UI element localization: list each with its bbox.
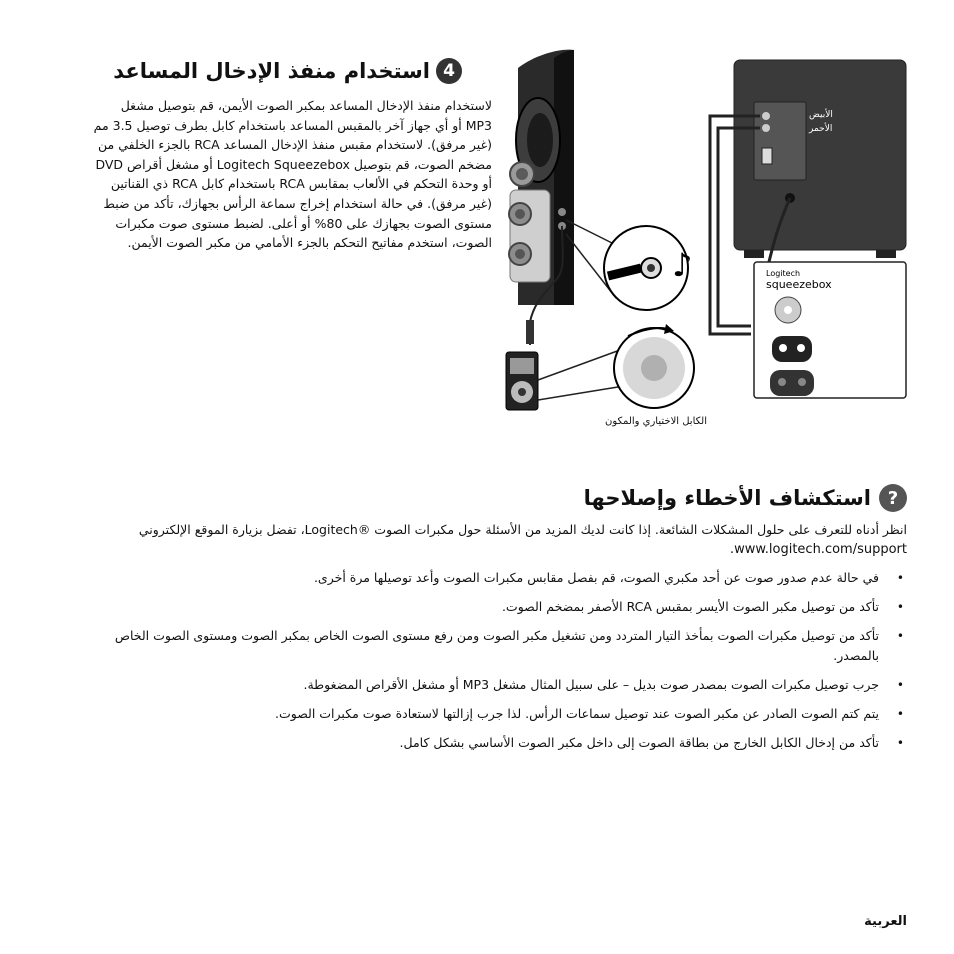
subwoofer-illustration [734,60,906,258]
step-number-badge: 4 [436,58,462,84]
right-speaker-illustration [509,50,574,305]
intro-text: انظر أدناه للتعرف على حلول المشكلات الشائعة. إذا كانت لديك المزيد من الأسئلة حول مكبرات الصوت ®Logitech، تفضل بزيارة الموقع الإلكتروني [138,522,907,537]
game-controller-icon [770,370,814,396]
rca-red-label: الأحمر [809,124,833,134]
support-link[interactable]: www.logitech.com/support. [729,542,907,557]
devices-panel [754,262,906,398]
section-4-body: لاستخدام منفذ الإدخال المساعد بمكبر الصوت الأيمن، قم بتوصيل مشغل MP3 أو أي جهاز آخر بالمقبس المساعد باستخدام كابل بطرف توصيل 3.5 مم (غير مرفق). لاستخدام مقبس منفذ الإدخال المساعد RCA بالجزء الخلفي من مضخم الصوت، قم بتوصيل Logitech Squeezebox أو مشغل أقراص DVD أو وحدة التحكم في الألعاب بمقابس RCA باستخدام كابل RCA ذي القناتين (غير مرفق). في حالة استخدام إخراج سماعة الرأس بجهازك، تأكد من ضبط مستوى الصوت بجهازك على 80% أو أعلى. لضبط مستوى صوت مكبرات الصوت، استخدم مفاتيح التحكم بالجزء الأمامي من مكبر الصوت الأيمن. [93,98,492,251]
list-item: • تأكد من إدخال الكابل الخارج من بطاقة الصوت إلى داخل مكبر الصوت الأساسي بشكل كامل. [399,735,904,750]
mp3-player-illustration [506,352,538,410]
list-item: • تأكد من توصيل مكبرات الصوت بمأخذ التيار المتردد ومن تشغيل مكبر الصوت ومن رفع مستوى الصوت الخاص بمكبر الصوت ومستوى الصوت الخاص بالمصدر. [114,628,904,663]
rca-white-label: الأبيض [809,110,833,120]
game-controller-icon [772,336,812,362]
page-language-label: العربية [864,914,907,929]
section-4-title: استخدام منفذ الإدخال المساعد [113,59,430,83]
list-item: • في حالة عدم صدور صوت عن أحد مكبري الصوت، قم بفصل مقابس مكبرات الصوت وأعد توصيلها مرة أخرى. [313,570,904,585]
troubleshooting-title: استكشاف الأخطاء وإصلاحها [583,486,871,510]
music-note-icon: ♪ [672,246,693,284]
troubleshooting-intro [47,520,907,560]
squeezebox-logo-text: squeezebox [766,278,832,291]
section-4-heading [62,56,462,86]
list-item: • يتم كتم الصوت الصادر عن مكبر الصوت عند توصيل سماعات الرأس. لذا جرب إزالتها لاستعادة صوت مكبرات الصوت. [275,706,904,721]
list-item: • تأكد من توصيل مكبر الصوت الأيسر بمقبس RCA الأصفر بمضخم الصوت. [501,599,904,614]
logitech-logo-text: Logitech [766,269,801,278]
jack-zoom-callout [566,220,692,310]
question-icon: ? [879,484,907,512]
troubleshooting-list [107,568,907,762]
troubleshooting-heading [307,482,907,514]
diagram-caption: الكابل الاختياري والمكون [605,416,707,427]
clickwheel-zoom-callout [538,324,694,408]
list-item: • جرب توصيل مكبرات الصوت بمصدر صوت بديل – على سبيل المثال مشغل MP3 أو مشغل الأقراص المضغوطة. [303,677,904,692]
connection-diagram [496,40,916,420]
